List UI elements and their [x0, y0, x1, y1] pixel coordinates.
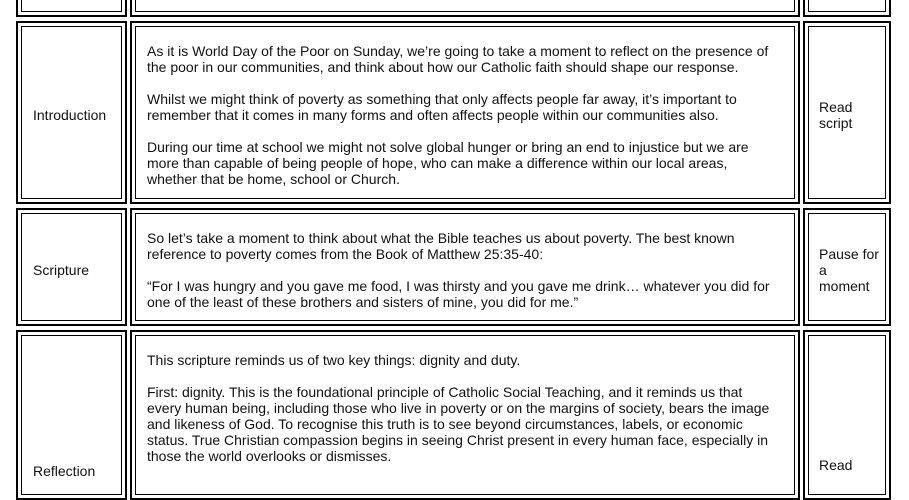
section-action-cell	[803, 208, 891, 326]
paragraph: During our time at school we might not solve global hunger or bring an end to injustice but we are more than capable of being people of hope, who can make a difference within our local areas, whether that be home, school or Church.	[147, 139, 749, 187]
section-label-cell	[16, 208, 127, 326]
section-label-cell	[16, 330, 127, 500]
section-action-cell	[803, 330, 891, 500]
section-action: Read script	[819, 99, 853, 131]
section-content-cell	[130, 208, 800, 326]
section-content-cell	[130, 21, 800, 204]
section-action: Pause for a moment	[819, 246, 879, 294]
paragraph: Whilst we might think of poverty as something that only affects people far away, it’s important to remember that it comes in many forms and often affects people within our communities also.	[147, 91, 737, 123]
section-label: Scripture	[33, 262, 90, 278]
section-content	[147, 230, 780, 310]
table-cell	[130, 0, 800, 17]
section-action: Read	[819, 457, 853, 473]
table-cell	[16, 0, 127, 17]
section-content	[147, 352, 780, 464]
section-content-cell	[130, 330, 800, 500]
table-cell	[803, 0, 891, 17]
paragraph: As it is World Day of the Poor on Sunday, we’re going to take a moment to reflect on the presence of the poor in our communities, and think about how our Catholic faith should shape our response.	[147, 43, 769, 75]
section-content	[147, 43, 780, 187]
section-label: Reflection	[33, 463, 96, 479]
paragraph: So let’s take a moment to think about what the Bible teaches us about poverty. The best known reference to poverty comes from the Book of Matthew 25:35-40:	[147, 230, 735, 262]
paragraph: First: dignity. This is the foundational principle of Catholic Social Teaching, and it reminds us that every human being, including those who live in poverty or on the margins of society, bears the image and likeness of God. To recognise this truth is to see beyond circumstances, labels, or economic status. True Christian compassion begins in seeing Christ present in every human face, especially in those the world overlooks or dismisses.	[147, 384, 770, 464]
section-action-cell	[803, 21, 891, 204]
paragraph: This scripture reminds us of two key things: dignity and duty.	[147, 352, 521, 368]
paragraph: “For I was hungry and you gave me food, I was thirsty and you gave me drink… whatever you did for one of the least of these brothers and sisters of mine, you did for me.”	[147, 278, 770, 310]
section-label-cell	[16, 21, 127, 204]
section-label: Introduction	[33, 107, 107, 123]
